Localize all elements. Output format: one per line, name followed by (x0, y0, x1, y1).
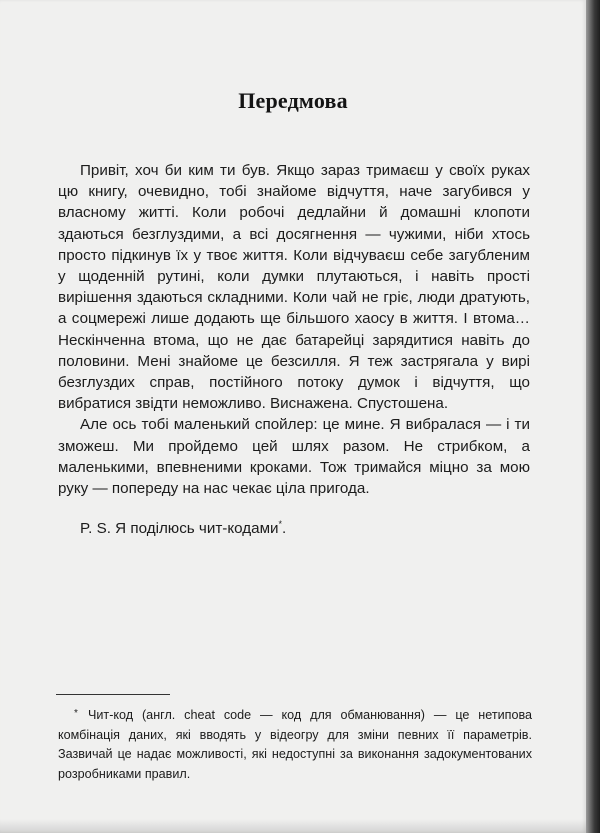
paragraph-1: Привіт, хоч би ким ти був. Якщо зараз тримаєш у своїх руках цю книгу, очевидно, тобі знайоме відчуття, наче загубився у власному житті. Коли робочі дедлайни й домашні клопоти здаються безглуздими, а всі досягнення — чужими, ніби хтось просто підкинув їх у твоє життя. Коли відчуваєш себе загубленим у щоденній рутині, коли думки плутаються, і навіть прості вирішення здаються складними. Коли чай не гріє, люди дратують, а соцмережі лише додають ще більшого хаосу в життя. І втома… Нескінченна втома, що не дає батарейці зарядитися навіть до половини. Мені знайоме це безсилля. Я теж застрягала у вирі безглуздих справ, постійного потоку думок і відчуття, що вибратися звідти неможливо. Виснажена. Спустошена. (58, 162, 530, 413)
footnote-text: Чит-код (англ. cheat code — код для обманювання) — це нетипова комбінація даних, які вводять у відеогру для зміни певних її параметрів. Зазвичай це надає можливості, які недоступні за виконання задокументованих розробниками правил. (58, 708, 532, 781)
postscript-end: . (282, 520, 287, 538)
footnote (58, 704, 532, 784)
page-edge-shadow (586, 0, 600, 833)
paragraph-2: Але ось тобі маленький спойлер: це мине. Я вибралася — і ти зможеш. Ми пройдемо цей шлях разом. Не стрибком, а маленькими, впевненими кроками. Тож тримайся міцно за мою руку — попереду на нас чекає ціла пригода. (58, 416, 530, 498)
footnote-reference: * (278, 519, 283, 530)
page-heading: Передмова (238, 88, 348, 113)
footnote-mark: * (74, 708, 78, 719)
page-bottom-shadow (0, 819, 586, 833)
postscript-text: P. S. Я поділюсь чит-кодами (80, 520, 279, 538)
footnote-divider (56, 694, 170, 695)
postscript (58, 518, 530, 539)
main-text (58, 160, 530, 539)
